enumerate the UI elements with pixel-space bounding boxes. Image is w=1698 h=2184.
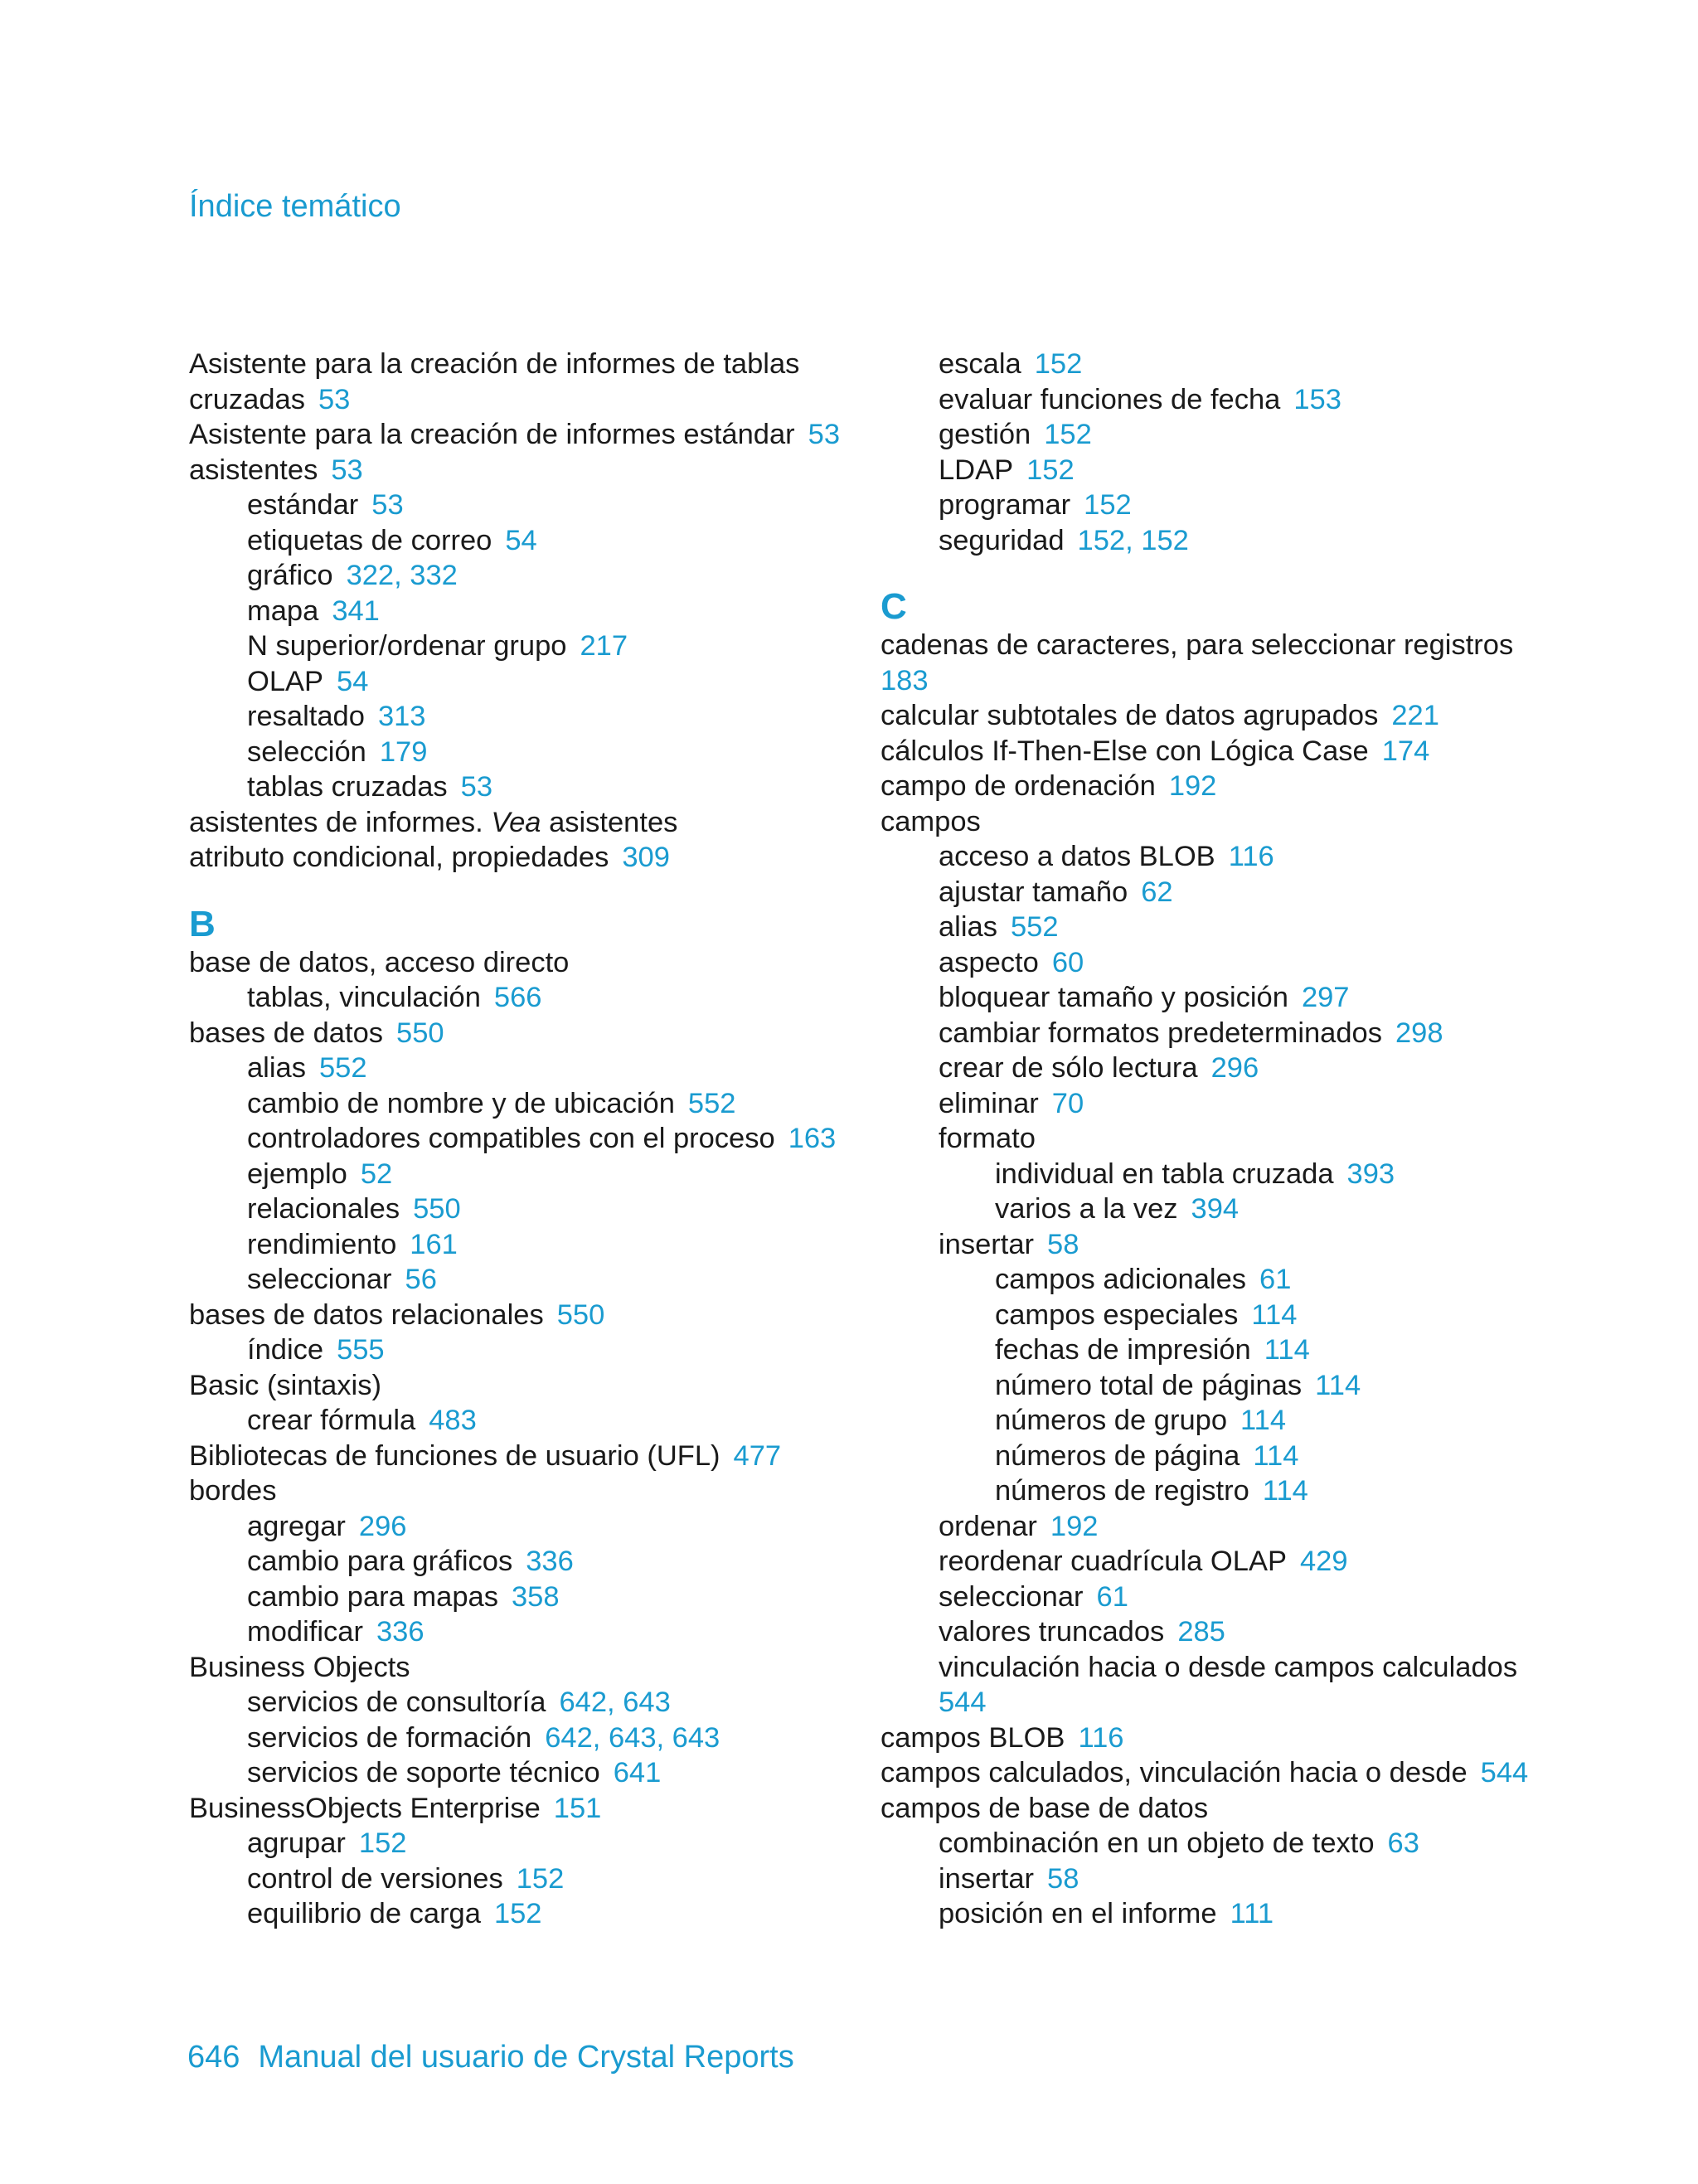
page-reference-link[interactable]: 298 [1395,1017,1443,1049]
index-entry [881,1826,1627,1861]
see-reference-word: Vea [491,806,541,838]
entry-term: eliminar [939,1087,1039,1119]
entry-term: Asistente para la creación de informes estándar [189,419,795,450]
index-entry [189,1191,852,1227]
index-entry [881,1685,1627,1721]
page-reference-link[interactable]: 313 [377,701,426,732]
index-entry [881,1051,1627,1086]
entry-term: relacionales [247,1193,400,1225]
entry-term: Asistente para la creación de informes de tablas [189,348,800,380]
page-reference-link[interactable]: 114 [1315,1369,1361,1401]
index-entry [881,1403,1627,1439]
page-reference-link[interactable]: 552 [687,1087,736,1119]
page-reference-link[interactable]: 296 [1210,1052,1259,1084]
index-entry [881,1473,1627,1509]
page-reference-link[interactable]: 336 [526,1546,574,1577]
index-entry [189,1298,852,1333]
index-entry [881,1580,1627,1615]
entry-term: cadenas de caracteres, para seleccionar registros [881,629,1514,661]
page-reference-link[interactable]: 641 [613,1757,662,1788]
index-entry [881,1262,1627,1298]
index-entry [881,488,1627,523]
index-entry [189,382,852,418]
entry-term: LDAP [939,454,1014,486]
page-reference-link[interactable]: 53 [808,419,841,450]
page-reference-link[interactable]: 114 [1253,1439,1299,1472]
page-reference-link[interactable]: 62 [1141,876,1173,908]
index-entry [189,699,852,735]
page-reference-link[interactable]: 555 [337,1334,385,1366]
index-entry [881,1191,1627,1227]
page-reference-link[interactable]: 53 [331,454,363,486]
page-reference-link[interactable]: 429 [1299,1546,1348,1577]
index-entry [189,1826,852,1861]
index-entry [189,980,852,1016]
page-reference-link[interactable]: 192 [1168,770,1217,802]
page-reference-link[interactable]: 151 [553,1792,602,1824]
entry-term: resaltado [247,701,365,732]
entry-term: combinación en un objeto de texto [939,1827,1375,1859]
page-reference-link[interactable]: 114 [1262,1475,1308,1507]
index-entry [189,1755,852,1791]
index-entry [189,417,852,453]
index-entry [189,1580,852,1615]
entry-term: servicios de soporte técnico [247,1757,600,1788]
index-entry [881,1368,1627,1404]
page-reference-link[interactable]: 544 [1480,1757,1529,1788]
page-reference-link[interactable]: 53 [460,771,493,803]
entry-term: etiquetas de correo [247,524,492,556]
index-entry [189,1051,852,1086]
page-reference-link[interactable]: 358 [512,1580,560,1613]
index-entry [881,1227,1627,1263]
index-entry [881,945,1627,981]
entry-term: campos especiales [995,1298,1239,1331]
entry-term: alias [939,911,997,943]
index-entry [881,734,1627,769]
entry-term: campos calculados, vinculación hacia o desde [881,1757,1468,1788]
entry-term: individual en tabla cruzada [995,1158,1334,1190]
page-reference-link[interactable]: 58 [1047,1228,1079,1260]
page-reference-link[interactable]: 152 [516,1862,565,1895]
index-entry [881,347,1627,382]
entry-term: evaluar funciones de fecha [939,383,1281,415]
page-reference-link[interactable]: 53 [318,383,351,415]
page-reference-link[interactable]: 394 [1191,1193,1240,1225]
entry-term: calcular subtotales de datos agrupados [881,700,1379,731]
entry-term: asistentes [189,454,318,486]
see-reference-target[interactable]: asistentes [549,806,678,838]
entry-term: crear fórmula [247,1405,416,1436]
page-reference-link[interactable]: 552 [318,1052,367,1084]
entry-term: cruzadas [189,383,305,415]
page-reference-link[interactable]: 152 [1084,489,1132,521]
index-entry [189,769,852,805]
entry-term: alias [247,1052,306,1084]
entry-term: cambio para mapas [247,1580,498,1613]
entry-term: controladores compatibles con el proceso [247,1123,775,1154]
index-entry [189,1439,852,1474]
page-reference-link[interactable]: 152 [1034,348,1083,380]
page-reference-link[interactable]: 114 [1264,1334,1310,1366]
index-entry [881,382,1627,418]
index-entry [189,1791,852,1827]
entry-term: equilibrio de carga [247,1898,481,1929]
manual-title: Manual del usuario de Crystal Reports [258,2040,794,2075]
page-reference-link[interactable]: 483 [429,1405,477,1436]
page-number: 646 [187,2040,240,2075]
index-entry [881,804,1627,840]
entry-term: campos adicionales [995,1264,1247,1295]
entry-term: fechas de impresión [995,1334,1251,1366]
page-reference-link[interactable]: 544 [939,1687,987,1718]
entry-term: base de datos, acceso directo [189,946,570,978]
entry-term: cambiar formatos predeterminados [939,1017,1382,1049]
index-entry [881,1755,1627,1791]
index-entry [189,1861,852,1897]
page-reference-link[interactable]: 70 [1051,1087,1084,1119]
index-column-right [881,347,1627,1932]
page-reference-link[interactable]: 152 [1026,454,1075,486]
page-reference-link[interactable]: 174 [1381,735,1430,767]
page-reference-link[interactable]: 192 [1050,1510,1099,1542]
index-entry [881,910,1627,945]
entry-term: servicios de consultoría [247,1687,546,1718]
page-reference-link[interactable]: 550 [556,1298,605,1331]
entry-term: índice [247,1334,324,1366]
page-reference-link[interactable]: 642, 643 [559,1687,671,1718]
page-reference-link[interactable]: 61 [1096,1580,1128,1613]
entry-term: agrupar [247,1827,346,1859]
index-entry [881,1791,1627,1827]
index-entry [881,523,1627,559]
page-reference-link[interactable]: 152 [493,1898,542,1929]
page-reference-link[interactable]: 179 [379,735,428,768]
page-reference-link[interactable]: 296 [358,1510,407,1542]
index-entry [189,1368,852,1404]
page-reference-link[interactable]: 393 [1346,1158,1395,1190]
page-reference-link[interactable]: 116 [1078,1721,1124,1754]
entry-term: ajustar tamaño [939,876,1128,908]
entry-term: valores truncados [939,1616,1165,1648]
entry-term: mapa [247,595,319,627]
entry-term: números de grupo [995,1405,1228,1436]
page-header-title: Índice temático [189,189,401,224]
index-entry [189,1896,852,1932]
index-entry [881,1650,1627,1686]
page-reference-link[interactable]: 116 [1228,841,1274,872]
entry-term: selección [247,735,366,768]
index-entry [881,1721,1627,1756]
index-entry [189,594,852,629]
index-entry [189,735,852,770]
page-reference-link[interactable]: 56 [405,1264,437,1295]
index-entry [881,663,1627,699]
page-reference-link[interactable]: 642, 643, 643 [545,1721,720,1754]
entry-term: posición en el informe [939,1898,1217,1929]
entry-term: varios a la vez [995,1193,1178,1225]
index-entry [189,488,852,523]
page-reference-link[interactable]: 63 [1387,1827,1419,1859]
entry-term: rendimiento [247,1228,397,1260]
page-reference-link[interactable]: 552 [1010,911,1059,943]
page-reference-link[interactable]: 477 [733,1439,782,1472]
entry-term: bases de datos [189,1017,384,1049]
index-entry [189,1544,852,1580]
page-reference-link[interactable]: 52 [360,1158,393,1190]
entry-term: campo de ordenación [881,770,1156,802]
entry-term: N superior/ordenar grupo [247,630,567,662]
page-reference-link[interactable]: 161 [410,1228,458,1260]
entry-term: cambio para gráficos [247,1546,513,1577]
entry-term: escala [939,348,1021,380]
entry-term: insertar [939,1228,1035,1260]
index-entry [881,1121,1627,1157]
entry-term: campos [881,805,981,837]
entry-term: crear de sólo lectura [939,1052,1198,1084]
index-entry [881,417,1627,453]
index-entry [881,1439,1627,1474]
index-entry [189,1403,852,1439]
index-entry [881,453,1627,488]
index-entry [881,1896,1627,1932]
index-entry [881,1332,1627,1368]
section-letter: C [881,586,907,627]
page-reference-link[interactable]: 111 [1230,1898,1274,1929]
index-entry [189,1332,852,1368]
entry-term: tablas cruzadas [247,771,448,803]
entry-term: Bibliotecas de funciones de usuario (UFL) [189,1439,720,1472]
index-entry [189,347,852,382]
index-entry [189,805,852,841]
index-entry [881,628,1627,663]
entry-term: asistentes de informes. [189,806,483,838]
page-reference-link[interactable]: 309 [622,842,670,873]
entry-term: gestión [939,419,1031,450]
page-reference-link[interactable]: 336 [376,1616,424,1648]
index-entry [189,1650,852,1686]
index-entry [881,1544,1627,1580]
entry-term: atributo condicional, propiedades [189,842,609,873]
entry-term: campos de base de datos [881,1792,1209,1824]
entry-term: cálculos If-Then-Else con Lógica Case [881,735,1369,767]
page-reference-link[interactable]: 54 [337,665,369,697]
page-reference-link[interactable]: 152 [1044,419,1092,450]
entry-term: estándar [247,489,359,521]
entry-term: bloquear tamaño y posición [939,982,1288,1013]
entry-term: control de versiones [247,1862,503,1895]
page-reference-link[interactable]: 152, 152 [1077,524,1189,556]
index-entry [189,1121,852,1157]
section-letter: B [189,903,216,944]
page-reference-link[interactable]: 58 [1047,1862,1079,1895]
index-entry [189,1086,852,1122]
index-entry [189,629,852,664]
page-reference-link[interactable]: 60 [1051,946,1084,978]
index-column-left [189,347,852,1932]
index-entry [189,558,852,594]
entry-term: reordenar cuadrícula OLAP [939,1546,1287,1577]
index-entry [189,1614,852,1650]
index-entry [189,840,852,876]
entry-term: agregar [247,1510,346,1542]
page-reference-link[interactable]: 153 [1293,383,1341,415]
index-entry [189,1685,852,1721]
index-entry [881,698,1627,734]
page-footer [187,2040,794,2075]
entry-term: Business Objects [189,1651,410,1683]
index-entry [881,980,1627,1016]
index-entry [881,1157,1627,1192]
entry-term: formato [939,1123,1036,1154]
index-entry [881,1861,1627,1897]
index-entry [189,1473,852,1509]
entry-term: campos BLOB [881,1721,1065,1754]
page-reference-link[interactable]: 217 [580,630,628,662]
page-reference-link[interactable]: 61 [1259,1264,1292,1295]
index-entry [189,945,852,981]
entry-term: tablas, vinculación [247,982,481,1013]
page-reference-link[interactable]: 341 [332,595,380,627]
index-entry [189,1227,852,1263]
index-entry [881,875,1627,910]
entry-term: insertar [939,1862,1035,1895]
entry-term: bases de datos relacionales [189,1298,544,1331]
page-reference-link[interactable]: 163 [788,1123,837,1154]
entry-term: ejemplo [247,1158,347,1190]
index-entry [189,1721,852,1756]
entry-term: gráfico [247,560,333,591]
page-reference-link[interactable]: 183 [881,664,929,696]
index-entry [881,1086,1627,1122]
entry-term: seleccionar [247,1264,392,1295]
index-entry [189,1262,852,1298]
index-entry [881,1614,1627,1650]
page-reference-link[interactable]: 221 [1391,700,1439,731]
index-entry [881,769,1627,804]
index-entry [881,1298,1627,1333]
entry-term: vinculación hacia o desde campos calculados [939,1651,1518,1683]
entry-term: bordes [189,1475,277,1507]
index-entry [881,1016,1627,1051]
entry-term: números de registro [995,1475,1249,1507]
entry-term: modificar [247,1616,363,1648]
entry-term: seleccionar [939,1580,1084,1613]
entry-term: OLAP [247,665,324,697]
entry-term: cambio de nombre y de ubicación [247,1087,675,1119]
page-reference-link[interactable]: 322, 332 [346,560,458,591]
entry-term: número total de páginas [995,1369,1303,1401]
index-entry [881,839,1627,875]
page-reference-link[interactable]: 114 [1251,1298,1298,1331]
page-reference-link[interactable]: 114 [1240,1405,1287,1436]
index-entry [881,1509,1627,1545]
entry-term: Basic (sintaxis) [189,1369,381,1401]
page-reference-link[interactable]: 285 [1177,1616,1225,1648]
page-reference-link[interactable]: 53 [371,489,404,521]
page-reference-link[interactable]: 566 [493,982,542,1013]
entry-term: ordenar [939,1510,1037,1542]
index-entry [189,664,852,700]
page-reference-link[interactable]: 297 [1301,982,1350,1013]
index-entry [189,1509,852,1545]
entry-term: aspecto [939,946,1039,978]
entry-term: BusinessObjects Enterprise [189,1792,541,1824]
index-entry [189,453,852,488]
entry-term: acceso a datos BLOB [939,841,1215,872]
entry-term: servicios de formación [247,1721,532,1754]
index-entry [189,523,852,559]
index-entry [189,1157,852,1192]
index-entry [189,1016,852,1051]
page-reference-link[interactable]: 54 [505,524,537,556]
entry-term: números de página [995,1439,1240,1472]
page-reference-link[interactable]: 550 [413,1193,461,1225]
entry-term: programar [939,489,1071,521]
page-reference-link[interactable]: 152 [358,1827,407,1859]
page-reference-link[interactable]: 550 [396,1017,444,1049]
entry-term: seguridad [939,524,1065,556]
